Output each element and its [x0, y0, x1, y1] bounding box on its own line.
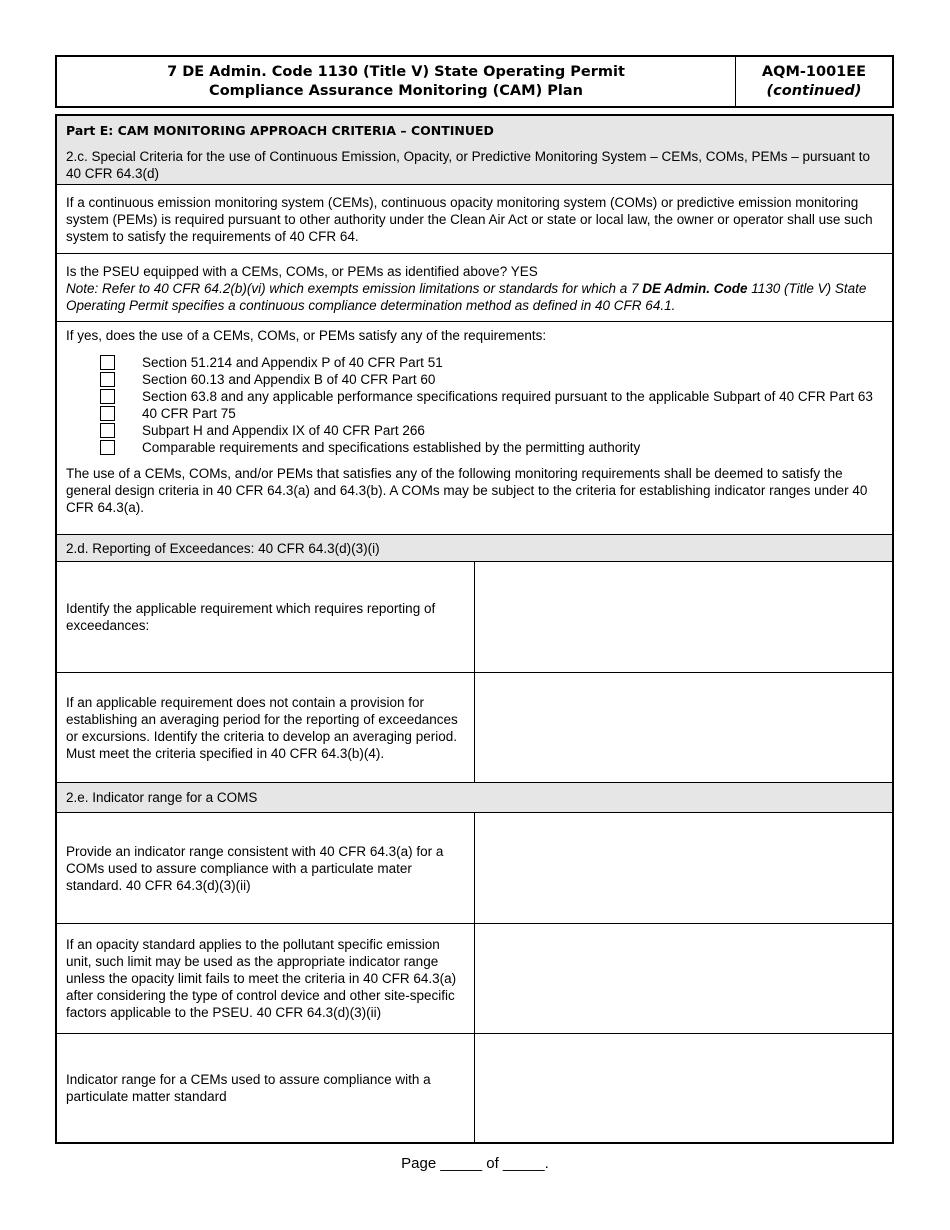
section-2e-label [57, 813, 475, 923]
requirement-checkbox[interactable] [100, 372, 115, 387]
form-title [57, 57, 736, 106]
section-2e-label-text: Provide an indicator range consistent with 40 CFR 64.3(a) for a COMs used to assure compliance with a particulate mater standard. 40 CFR 64.3(d)(3)(ii) [66, 843, 444, 893]
requirements-checklist [100, 354, 883, 456]
section-2e-row [57, 813, 892, 924]
part-e-heading [57, 116, 892, 185]
requirement-option [100, 422, 883, 439]
form-code: AQM-1001EE [761, 63, 867, 80]
section-2d-label [57, 673, 475, 782]
section-2d-row [57, 562, 892, 673]
requirements-block [57, 322, 892, 535]
section-2e-answer-field[interactable] [475, 924, 892, 1033]
section-2d-heading-text: 2.d. Reporting of Exceedances: 40 CFR 64.3(d)(3)(i) [66, 540, 380, 556]
requirement-option [100, 439, 883, 456]
form-title-line1: 7 DE Admin. Code 1130 (Title V) State Operating Permit [167, 63, 625, 80]
section-2d-answer-field[interactable] [475, 562, 892, 672]
requirement-checkbox[interactable] [100, 440, 115, 455]
cems-paragraph-text: If a continuous emission monitoring system (CEMs), continuous opacity monitoring system (COMs) or predictive emission monitoring system (PEMs) is required pursuant to other authority under the Clean Air Act or state or local law, the owner or operator shall use such system to satisfy the requirements of 40 CFR 64. [66, 195, 873, 244]
section-2e-label-text: Indicator range for a CEMs used to assure compliance with a particulate matter standard [66, 1072, 431, 1104]
requirement-option-label: Section 60.13 and Appendix B of 40 CFR Part 60 [142, 372, 436, 387]
page-number-footer: Page _____ of _____. [401, 1155, 549, 1172]
form-title-line2: Compliance Assurance Monitoring (CAM) Plan [209, 82, 583, 99]
form-body [55, 114, 894, 1144]
continued-label: (continued) [766, 82, 862, 99]
requirement-option [100, 371, 883, 388]
requirement-option [100, 354, 883, 371]
pseu-note [66, 280, 883, 314]
section-2d-answer-field[interactable] [475, 673, 892, 782]
section-2d-label-text: Identify the applicable requirement which requires reporting of exceedances: [66, 601, 436, 633]
requirements-closing: The use of a CEMs, COMs, and/or PEMs that satisfies any of the following monitoring requirements shall be deemed to satisfy the general design criteria in 40 CFR 64.3(a) and 64.3(b). A COMs may be subject to the criteria for establishing indicator ranges under 40 CFR 64.3(a). [66, 466, 868, 515]
section-2e-heading-text: 2.e. Indicator range for a COMS [66, 790, 258, 805]
section-2e-answer-field[interactable] [475, 813, 892, 923]
section-2e-label-text: If an opacity standard applies to the pollutant specific emission unit, such limit may be used as the appropriate indicator range unless the opacity limit fails to meet the criteria in 40 CFR 64.3(a) after considering the type of control device and other site-specific factors applicable to the PSEU. 40 CFR 64.3(d)(3)(ii) [66, 937, 457, 1020]
section-2d-label-text: If an applicable requirement does not contain a provision for establishing an averaging period for the reporting of exceedances or excursions. Identify the criteria to develop an averaging period. Must meet the criteria specified in 40 CFR 64.3(b)(4). [66, 694, 458, 761]
requirement-checkbox[interactable] [100, 423, 115, 438]
requirement-option [100, 405, 883, 422]
section-2e-label [57, 1034, 475, 1142]
section-2e-label [57, 924, 475, 1033]
cems-paragraph [57, 185, 892, 254]
requirement-option-label: Section 51.214 and Appendix P of 40 CFR Part 51 [142, 355, 443, 370]
form-code-box [736, 57, 892, 106]
requirement-option [100, 388, 883, 405]
requirement-checkbox[interactable] [100, 355, 115, 370]
requirement-option-label: Subpart H and Appendix IX of 40 CFR Part 266 [142, 423, 425, 438]
requirement-option-label: Comparable requirements and specifications established by the permitting authority [142, 440, 641, 455]
requirement-checkbox[interactable] [100, 406, 115, 421]
pseu-question: Is the PSEU equipped with a CEMs, COMs, or PEMs as identified above? YES [66, 264, 538, 279]
pseu-note-start: Note: Refer to 40 CFR 64.2(b)(vi) which exempts emission limitations or standards for which a 7 [66, 281, 643, 296]
section-2e-heading [57, 783, 892, 813]
requirement-option-label: 40 CFR Part 75 [142, 406, 236, 421]
section-2c-heading: 2.c. Special Criteria for the use of Continuous Emission, Opacity, or Predictive Monitoring System – CEMs, COMs, PEMs – pursuant to 40 CFR 64.3(d) [66, 149, 871, 181]
section-2d-row [57, 673, 892, 783]
form-header [55, 55, 894, 108]
pseu-question-block [57, 254, 892, 322]
requirement-option-label: Section 63.8 and any applicable performance specifications required pursuant to the applicable Subpart of 40 CFR Part 63 [142, 389, 873, 404]
requirements-question: If yes, does the use of a CEMs, COMs, or PEMs satisfy any of the requirements: [66, 328, 547, 343]
section-2e-row [57, 924, 892, 1034]
section-2e-row [57, 1034, 892, 1142]
requirement-checkbox[interactable] [100, 389, 115, 404]
part-e-title: Part E: CAM MONITORING APPROACH CRITERIA – CONTINUED [66, 123, 494, 138]
pseu-note-bold: DE Admin. Code [642, 281, 748, 296]
section-2d-label [57, 562, 475, 672]
pseu-note-end: 1130 (Title V) State Operating Permit specifies a continuous compliance determination method as defined in 40 CFR 64.1. [66, 281, 867, 313]
section-2e-answer-field[interactable] [475, 1034, 892, 1142]
section-2d-heading [57, 535, 892, 562]
